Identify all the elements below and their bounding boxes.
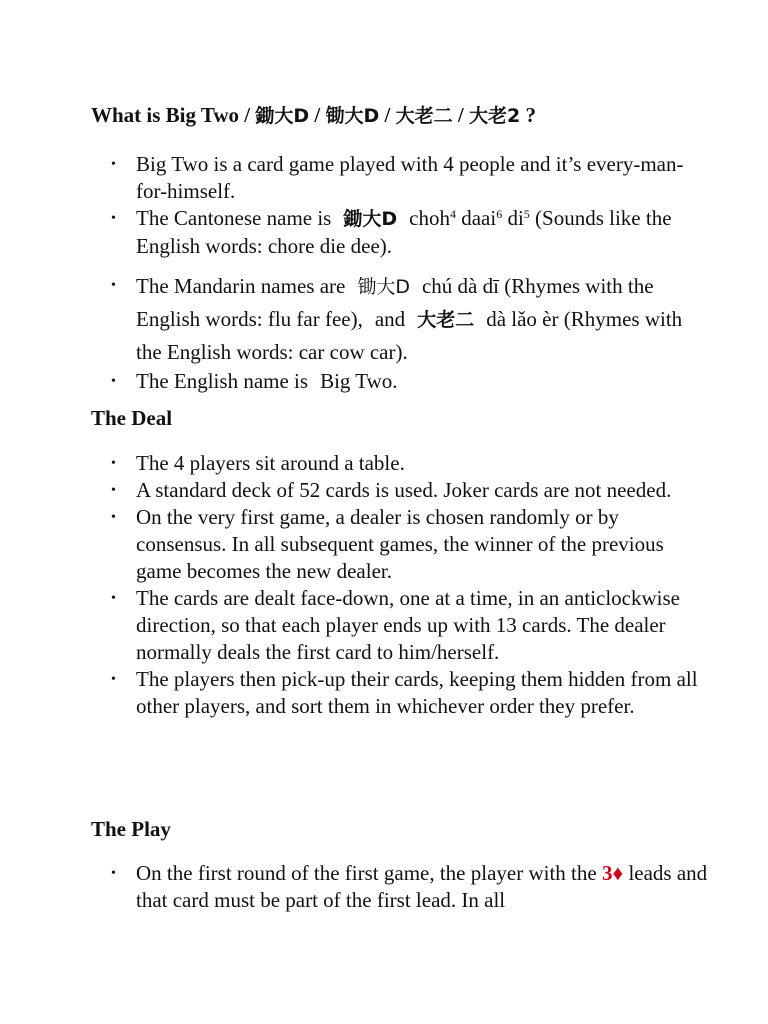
section-title-deal: The Deal [91,406,173,430]
bullet-icon: • [111,483,116,498]
title-cjk-mandarin: 大老二 [395,105,453,127]
title-cjk-cantonese: 鋤大D [255,105,310,127]
cantonese-name: 鋤大D [343,208,398,230]
page-title: What is Big Two / 鋤大D / 锄大D / 大老二 / 大老2 ? [91,103,536,127]
list-item: • Big Two is a card game played with 4 people and it’s every-man-for-himself. [111,152,684,203]
bullet-icon: • [111,672,116,687]
list-item: • The players then pick-up their cards, keeping them hidden from all other players, and sort them in whichever order they prefer. [111,667,698,718]
list-item: • The 4 players sit around a table. [111,451,405,475]
list-item: • The Mandarin names are 锄大D chú dà dī (Rhymes with the English words: flu far fee), and 大老二 dà lǎo èr (Rhymes with the English words: car cow car). [0,270,768,368]
mandarin-name: 锄大D [357,276,410,298]
bullet-icon: • [111,456,116,471]
bullet-icon: • [111,374,116,389]
list-item: • The cards are dealt face-down, one at a time, in an anticlockwise direction, so that each player ends up with 13 cards. The dealer normally deals the first card to him/herself. [111,586,681,664]
section-title-play: The Play [91,817,171,841]
list-item: • On the first round of the first game, the player with the 3♦ leads and that card must be part of the first lead. In all [111,861,708,912]
bullet-icon: • [111,510,116,525]
bullet-icon: • [111,278,116,293]
bullet-icon: • [111,211,116,226]
intro-list [0,151,768,395]
three-of-diamonds: 3♦ [601,861,624,885]
mandarin-name-alt: 大老二 [417,309,475,331]
list-item: • The English name is Big Two. [111,369,398,393]
list-item: • A standard deck of 52 cards is used. Joker cards are not needed. [111,478,672,502]
title-cjk-mandarin-simplified: 锄大D [325,105,380,127]
deal-list [0,450,768,720]
play-list [0,860,768,914]
bullet-icon: • [111,591,116,606]
list-item: • The Cantonese name is 鋤大D choh$^4$ daai$^6$ $di^5$ (Sounds like the English words: chore die dee). [111,206,672,258]
title-cjk-mandarin-numeric: 大老2 [468,105,521,127]
list-item: • On the very first game, a dealer is chosen randomly or by consensus. In all subsequent games, the winner of the previous game becomes the new dealer. [111,505,664,583]
bullet-icon: • [111,157,116,172]
bullet-icon: • [111,866,116,881]
